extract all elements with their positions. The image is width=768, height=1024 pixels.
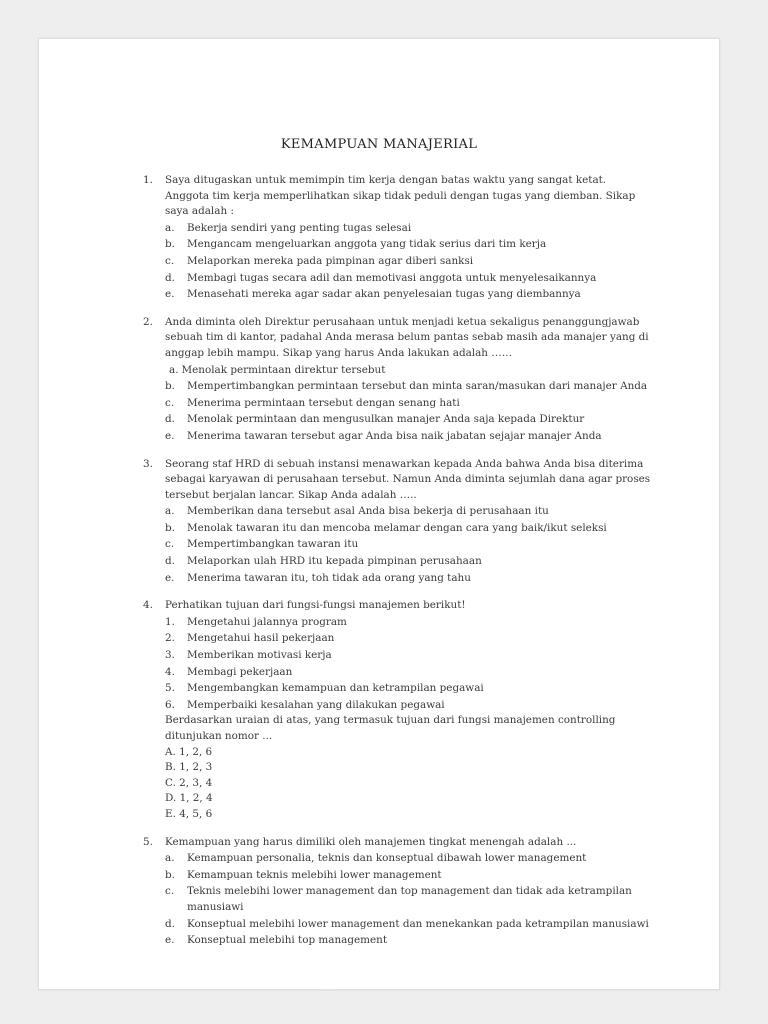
- option-letter: a.: [169, 363, 179, 376]
- statement-number: 2.: [165, 632, 175, 645]
- statement-6: [143, 698, 653, 714]
- statement-number: 5.: [165, 682, 175, 695]
- option-list: [143, 851, 653, 949]
- question-stem: [143, 835, 653, 851]
- document-title: KEMAMPUAN MANAJERIAL: [280, 137, 478, 152]
- statement-text: Mengetahui jalannya program: [187, 615, 347, 628]
- option-text: Memberikan dana tersebut asal Anda bisa bekerja di perusahaan itu: [187, 505, 549, 518]
- statement-text: Membagi pekerjaan: [187, 665, 293, 678]
- option-letter: c.: [165, 396, 175, 409]
- option-letter: e.: [165, 288, 175, 301]
- option-text: Menasehati mereka agar sadar akan penyelesaian tugas yang diembannya: [187, 288, 581, 301]
- option-letter: c.: [165, 254, 175, 267]
- option-text: Konseptual melebihi lower management dan menekankan pada ketrampilan manusiawi: [187, 917, 649, 930]
- option-b: [143, 868, 653, 884]
- option-letter: c.: [165, 538, 175, 551]
- option-e: [143, 287, 653, 303]
- option-letter: e.: [165, 429, 175, 442]
- statement-text: Mengembangkan kemampuan dan ketrampilan pegawai: [187, 682, 484, 695]
- option-letter: b.: [165, 868, 175, 881]
- answer-b: B. 1, 2, 3: [165, 761, 213, 774]
- option-text: Mempertimbangkan tawaran itu: [187, 538, 359, 551]
- statement-text: Memperbaiki kesalahan yang dilakukan pegawai: [187, 698, 445, 711]
- option-list: [143, 504, 653, 586]
- question-number: 1.: [143, 174, 153, 186]
- statement-text: Memberikan motivasi kerja: [187, 649, 332, 662]
- option-a: [143, 851, 653, 867]
- option-text: Menerima tawaran tersebut agar Anda bisa naik jabatan sejajar manajer Anda: [187, 429, 602, 442]
- option-a: [143, 504, 653, 520]
- question-stem: [143, 315, 653, 362]
- question-1: [143, 173, 653, 303]
- statement-number: 4.: [165, 665, 175, 678]
- followup-block: [143, 713, 653, 822]
- option-text: Konseptual melebihi top management: [187, 934, 388, 947]
- statement-5: [143, 681, 653, 697]
- option-text: Menolak tawaran itu dan mencoba melamar dengan cara yang baik/ikut seleksi: [187, 521, 607, 534]
- option-e: [143, 933, 653, 949]
- statement-3: [143, 648, 653, 664]
- answer-d: D. 1, 2, 4: [165, 792, 213, 805]
- option-letter: d.: [165, 413, 175, 426]
- option-text: Melaporkan mereka pada pimpinan agar diberi sanksi: [187, 254, 474, 267]
- option-text: Melaporkan ulah HRD itu kepada pimpinan perusahaan: [187, 555, 482, 568]
- option-b: [143, 379, 653, 395]
- question-number: 2.: [143, 315, 153, 328]
- option-text: Membagi tugas secara adil dan memotivasi anggota untuk menyelesaikannya: [187, 271, 597, 284]
- option-b: [143, 237, 653, 253]
- statement-list: [143, 615, 653, 714]
- option-d: [143, 554, 653, 570]
- statement-number: 1.: [165, 615, 175, 628]
- document-page: [38, 38, 720, 990]
- option-text: Menolak permintaan dan mengusulkan manajer Anda saja kepada Direktur: [187, 413, 585, 426]
- option-letter: d.: [165, 555, 175, 568]
- option-text: Mempertimbangkan permintaan tersebut dan minta saran/masukan dari manajer Anda: [187, 380, 648, 393]
- option-a: [143, 221, 653, 237]
- page-divider: [318, 989, 340, 991]
- answer-e: E. 4, 5, 6: [165, 807, 213, 820]
- question-5: [143, 835, 653, 949]
- question-list: [143, 173, 653, 961]
- statement-text: Mengetahui hasil pekerjaan: [187, 632, 335, 645]
- option-letter: a.: [165, 505, 175, 518]
- option-c: [143, 884, 653, 915]
- statement-number: 6.: [165, 698, 175, 711]
- option-d: [143, 917, 653, 933]
- question-number: 4.: [143, 599, 153, 612]
- question-stem: [143, 173, 653, 220]
- option-c: [143, 396, 653, 412]
- question-text: Seorang staf HRD di sebuah instansi menawarkan kepada Anda bahwa Anda bisa diterima sebagai karyawan di perusahaan tersebut. Namun Anda diminta sejumlah dana agar proses tersebut berjalan lancar. Sikap Anda adalah …..: [165, 457, 651, 501]
- followup-text: Berdasarkan uraian di atas, yang termasuk tujuan dari fungsi manajemen controlling ditunjukan nomor ...: [165, 714, 616, 742]
- option-text: Mengancam mengeluarkan anggota yang tidak serius dari tim kerja: [187, 238, 547, 251]
- statement-2: [143, 631, 653, 647]
- statement-1: [143, 615, 653, 631]
- option-letter: a.: [165, 852, 175, 865]
- option-letter: e.: [165, 571, 175, 584]
- question-number: 5.: [143, 835, 153, 848]
- option-e: [143, 429, 653, 445]
- option-d: [143, 412, 653, 428]
- question-text: Anda diminta oleh Direktur perusahaan untuk menjadi ketua sekaligus penanggungjawab sebuah tim di kantor, padahal Anda merasa belum pantas sebab masih ada manajer yang di anggap lebih mampu. Sikap yang harus Anda lakukan adalah ……: [165, 315, 649, 359]
- option-letter: a.: [165, 221, 175, 234]
- option-c: [143, 254, 653, 270]
- option-text: Kemampuan teknis melebihi lower management: [187, 868, 442, 881]
- question-text: Saya ditugaskan untuk memimpin tim kerja dengan batas waktu yang sangat ketat. Anggota tim kerja memperlihatkan sikap tidak peduli dengan tugas yang diemban. Sikap saya adalah :: [165, 174, 636, 218]
- option-text: Kemampuan personalia, teknis dan konseptual dibawah lower management: [187, 852, 587, 865]
- option-letter: b.: [165, 238, 175, 251]
- option-a: [143, 363, 653, 379]
- option-text: Menolak permintaan direktur tersebut: [181, 363, 386, 376]
- question-stem: [143, 457, 653, 504]
- option-text: Menerima tawaran itu, toh tidak ada orang yang tahu: [187, 571, 471, 584]
- option-letter: d.: [165, 917, 175, 930]
- option-e: [143, 571, 653, 587]
- statement-number: 3.: [165, 649, 175, 662]
- option-text: Menerima permintaan tersebut dengan senang hati: [187, 396, 460, 409]
- answer-c: C. 2, 3, 4: [165, 776, 213, 789]
- option-text: Bekerja sendiri yang penting tugas selesai: [187, 221, 412, 234]
- option-letter: e.: [165, 934, 175, 947]
- question-3: [143, 457, 653, 587]
- option-letter: d.: [165, 271, 175, 284]
- question-text: Perhatikan tujuan dari fungsi-fungsi manajemen berikut!: [165, 599, 466, 612]
- question-number: 3.: [143, 457, 153, 470]
- option-letter: c.: [165, 885, 175, 898]
- option-c: [143, 537, 653, 553]
- option-b: [143, 521, 653, 537]
- option-d: [143, 271, 653, 287]
- answer-a: A. 1, 2, 6: [165, 745, 213, 758]
- option-list: [143, 221, 653, 303]
- option-letter: b.: [165, 380, 175, 393]
- question-text: Kemampuan yang harus dimiliki oleh manajemen tingkat menengah adalah ...: [165, 835, 577, 848]
- option-letter: b.: [165, 521, 175, 534]
- option-list: [143, 363, 653, 445]
- statement-4: [143, 665, 653, 681]
- question-stem: [143, 598, 653, 614]
- question-2: [143, 315, 653, 445]
- question-4: [143, 598, 653, 822]
- option-text: Teknis melebihi lower management dan top management dan tidak ada ketrampilan manusiawi: [187, 885, 632, 913]
